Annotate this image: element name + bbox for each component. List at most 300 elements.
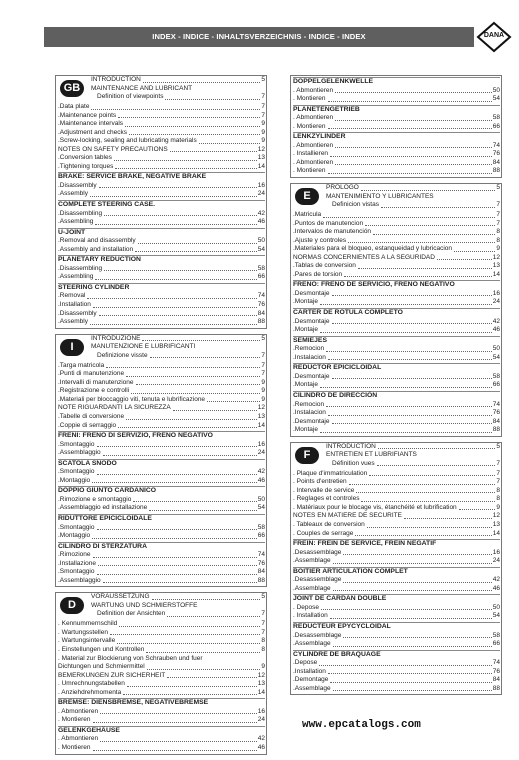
- index-entry: [91, 602, 265, 611]
- dot-leader: [349, 484, 496, 485]
- entry-title: .Disassembling: [58, 264, 103, 272]
- entry-page-number: 76: [492, 409, 500, 417]
- entry-page-number: 74: [492, 141, 500, 149]
- dot-leader: [381, 207, 495, 208]
- entry-title: .Smontaggio: [58, 523, 95, 531]
- dot-leader: [343, 554, 491, 555]
- dot-leader: [110, 634, 260, 635]
- entry-page-number: 24: [492, 557, 500, 565]
- index-header-bar: [44, 27, 474, 47]
- index-entry: [293, 290, 500, 299]
- dot-leader: [365, 225, 495, 226]
- dot-leader: [93, 750, 257, 751]
- dot-leader: [93, 307, 257, 308]
- entry-title: .Depose: [293, 659, 318, 667]
- index-left-column: [55, 75, 267, 760]
- index-entry: [58, 137, 265, 146]
- entry-page-number: 58: [257, 523, 265, 531]
- entry-page-number: 42: [257, 735, 265, 743]
- section-intro: [58, 593, 265, 619]
- index-entry: [58, 735, 265, 744]
- entry-page-number: 50: [257, 237, 265, 245]
- entry-page-number: 16: [257, 440, 265, 448]
- entry-page-number: 88: [492, 426, 500, 434]
- language-badge: I: [60, 339, 84, 356]
- entry-title: .Instalacion: [293, 409, 326, 417]
- dot-leader: [142, 340, 260, 341]
- dot-leader: [332, 295, 492, 296]
- chapter-heading: DOPPIO GIUNTO CARDANICO: [58, 486, 265, 496]
- dot-leader: [92, 538, 257, 539]
- entry-page-number: 7: [496, 211, 500, 219]
- dot-leader: [326, 406, 492, 407]
- entry-page-number: 12: [257, 671, 265, 679]
- entry-page-number: 58: [257, 264, 265, 272]
- dot-leader: [335, 92, 492, 93]
- entry-title: Definicion vistas: [332, 201, 379, 209]
- entry-page-number: 88: [257, 318, 265, 326]
- entry-title: INTRODUZIONE: [91, 334, 141, 342]
- dot-leader: [199, 143, 261, 144]
- language-section-gb: [55, 75, 267, 329]
- dot-leader: [369, 475, 495, 476]
- index-entry: [58, 265, 265, 274]
- chapter-heading: LENKZYLINDER: [293, 132, 500, 142]
- index-entry: [293, 676, 500, 685]
- entry-title: .Desassemblage: [293, 576, 342, 584]
- index-entry: [293, 487, 500, 496]
- dot-leader: [320, 432, 492, 433]
- dot-leader: [367, 527, 492, 528]
- entry-title: Definizione visste: [97, 351, 148, 359]
- dot-leader: [98, 565, 257, 566]
- dot-leader: [332, 378, 492, 379]
- index-entry: [58, 689, 265, 698]
- index-entry: [326, 201, 500, 210]
- entry-page-number: 7: [496, 201, 500, 209]
- entry-title: .Assemblaggio ed installazione: [58, 504, 148, 512]
- entry-page-number: 76: [257, 559, 265, 567]
- entry-page-number: 24: [257, 449, 265, 457]
- entry-page-number: 7: [261, 370, 265, 378]
- index-entry: [58, 646, 265, 655]
- dot-leader: [126, 419, 257, 420]
- entry-title: .Instalacion: [293, 353, 326, 361]
- entry-page-number: 7: [261, 111, 265, 119]
- index-entry: [293, 114, 500, 123]
- dana-logo: [477, 22, 511, 52]
- index-entry: [91, 335, 265, 344]
- entry-title: .Remocion: [293, 400, 325, 408]
- index-entry: [293, 167, 500, 176]
- entry-page-number: 7: [496, 469, 500, 477]
- entry-title: .Smontaggio: [58, 440, 95, 448]
- dot-leader: [90, 196, 257, 197]
- entry-page-number: 5: [261, 593, 265, 601]
- entry-title: .Data plate: [58, 103, 90, 110]
- dot-leader: [373, 234, 495, 235]
- entry-page-number: 16: [492, 289, 500, 297]
- index-entry: [58, 292, 265, 301]
- dana-logo-text: DANA: [483, 32, 505, 39]
- dot-leader: [328, 128, 492, 129]
- entry-title: .Disassembly: [58, 309, 97, 317]
- entry-title: . Couples de serrage: [293, 529, 354, 537]
- entry-title: . Abmontieren: [293, 158, 334, 166]
- index-entry: [58, 103, 265, 112]
- index-entry: [293, 659, 500, 668]
- chapter-heading: COMPLETE STEERING CASE.: [58, 200, 265, 210]
- chapter-heading: BRAKE: SERVICE BRAKE, NEGATIVE BRAKE: [58, 172, 265, 182]
- dot-leader: [97, 446, 257, 447]
- language-section-i: [55, 334, 267, 588]
- entry-page-number: 9: [261, 663, 265, 671]
- entry-title: WARTUNG UND SCHMIERSTOFFE: [91, 601, 198, 609]
- dot-leader: [328, 415, 492, 416]
- entry-title: .Montaggio: [58, 532, 91, 540]
- entry-title: .Ajuste y controles: [293, 236, 347, 244]
- index-entry: [293, 409, 500, 418]
- dot-leader: [104, 270, 257, 271]
- chapter-heading: CILINDRO DE DIRECCIÓN: [293, 391, 500, 401]
- entry-title: .Desmontaje: [293, 417, 330, 425]
- entry-page-number: 14: [492, 529, 500, 537]
- entry-title: . Anziehdrehmomenta: [58, 688, 122, 696]
- index-entry: [91, 593, 265, 602]
- entry-title: INTRODUCTION: [91, 76, 141, 83]
- index-entry: [58, 663, 265, 672]
- index-entry: [326, 193, 500, 202]
- index-entry: [58, 468, 265, 477]
- chapter-heading: SCATOLA SNODO: [58, 459, 265, 469]
- entry-page-number: 46: [257, 744, 265, 751]
- entry-page-number: 13: [492, 520, 500, 528]
- entry-page-number: 66: [492, 122, 500, 130]
- entry-title: . Tableaux de conversion: [293, 520, 365, 528]
- entry-title: PROLOGO: [326, 184, 359, 192]
- entry-title: .Removal and disassembly: [58, 237, 136, 245]
- index-entry: [293, 262, 500, 271]
- dot-leader: [115, 168, 256, 169]
- dot-leader: [333, 590, 492, 591]
- entry-page-number: 8: [261, 637, 265, 645]
- dot-leader: [93, 722, 257, 723]
- index-entry: [293, 150, 500, 159]
- entry-title: . Installation: [293, 612, 328, 620]
- dot-leader: [319, 665, 492, 666]
- index-entry: [293, 612, 500, 621]
- entry-title: .Punti di manutenzione: [58, 370, 125, 378]
- index-entry: [58, 524, 265, 533]
- dot-leader: [330, 682, 491, 683]
- index-entry: [58, 413, 265, 422]
- entry-page-number: 9: [496, 503, 500, 511]
- entry-page-number: 9: [261, 137, 265, 145]
- index-entry: [293, 123, 500, 132]
- entry-title: NORMAS CONCERNIENTES A LA SEGURIDAD: [293, 253, 435, 261]
- index-entry: [58, 551, 265, 560]
- entry-title: .Assembly: [58, 318, 88, 326]
- dot-leader: [344, 276, 492, 277]
- index-entry: [58, 163, 265, 172]
- index-entry: [58, 404, 265, 413]
- entry-title: .Tablas de conversion: [293, 262, 356, 270]
- index-entry: [58, 387, 265, 396]
- index-entry: [58, 680, 265, 689]
- entry-page-number: 13: [257, 680, 265, 688]
- entry-title: .Intervalos de manutención: [293, 228, 372, 236]
- entry-title: .Matricula: [293, 211, 322, 219]
- dot-leader: [129, 134, 260, 135]
- chapter-heading: CILINDRO DI STERZATURA: [58, 542, 265, 552]
- entry-page-number: 16: [257, 707, 265, 715]
- index-entry: [58, 154, 265, 163]
- index-entry: [58, 477, 265, 486]
- entry-page-number: 54: [257, 504, 265, 512]
- entry-title: .Montaje: [293, 426, 318, 434]
- entry-page-number: 50: [492, 86, 500, 94]
- language-section-f: [290, 442, 502, 696]
- index-entry: [326, 451, 500, 460]
- dot-leader: [99, 315, 257, 316]
- index-entry: [58, 362, 265, 371]
- chapter-heading: CYLINDRE DE BRAQUAGE: [293, 650, 500, 660]
- index-entry: [91, 343, 265, 352]
- chapter-heading: PLANETARY REDUCTION: [58, 255, 265, 265]
- index-right-column: [290, 75, 502, 700]
- dot-leader: [123, 694, 257, 695]
- dot-leader: [149, 510, 257, 511]
- index-entry: [293, 401, 500, 410]
- entry-page-number: 84: [492, 417, 500, 425]
- index-entry: [58, 504, 265, 513]
- entry-page-number: 7: [261, 610, 265, 618]
- index-entry: [58, 379, 265, 388]
- index-entry: [58, 301, 265, 310]
- index-entry: [91, 85, 265, 94]
- entry-page-number: 12: [257, 404, 265, 412]
- index-entry: [293, 495, 500, 504]
- entry-page-number: 5: [261, 334, 265, 342]
- dot-leader: [92, 482, 257, 483]
- dot-leader: [135, 251, 257, 252]
- entry-page-number: 58: [492, 372, 500, 380]
- index-entry: [58, 318, 265, 327]
- index-entry: [58, 237, 265, 246]
- entry-page-number: 54: [257, 245, 265, 253]
- entry-title: Definition der Ansichten: [97, 610, 166, 618]
- dot-leader: [97, 574, 257, 575]
- chapter-heading: PLANETENGETRIEB: [293, 105, 500, 115]
- entry-page-number: 84: [257, 568, 265, 576]
- entry-page-number: 13: [492, 262, 500, 270]
- entry-page-number: 9: [261, 120, 265, 128]
- entry-title: .Intervalli di manutenzione: [58, 378, 134, 386]
- index-entry: [293, 237, 500, 246]
- index-entry: [293, 373, 500, 382]
- entry-page-number: 58: [492, 114, 500, 122]
- entry-title: . Intervalle de service: [293, 486, 355, 494]
- entry-title: . Montieren: [293, 167, 326, 175]
- entry-title: .Demontage: [293, 676, 329, 684]
- entry-title: . Umrechnungstabellen: [58, 680, 125, 688]
- index-entry: [58, 396, 265, 405]
- index-entry: [293, 318, 500, 327]
- footer-url: www.epcatalogs.com: [302, 719, 421, 731]
- entry-page-number: 5: [261, 76, 265, 83]
- dot-leader: [118, 427, 257, 428]
- language-section-d-cont: [290, 75, 502, 178]
- dot-leader: [152, 599, 261, 600]
- entry-title: NOTE RIGUARDANTI LA SICUREZZA: [58, 404, 171, 412]
- index-entry: [293, 245, 500, 254]
- index-entry: [91, 352, 265, 361]
- index-entry: [58, 273, 265, 282]
- dot-leader: [97, 474, 257, 475]
- dot-leader: [207, 401, 260, 402]
- entry-title: .Smontaggio: [58, 468, 95, 476]
- entry-page-number: 24: [492, 298, 500, 306]
- entry-page-number: 13: [257, 412, 265, 420]
- entry-title: .Desassemblage: [293, 631, 342, 639]
- entry-page-number: 7: [496, 459, 500, 467]
- entry-title: . Plaque d'immatriculation: [293, 469, 368, 477]
- dot-leader: [133, 501, 256, 502]
- index-entry: [293, 685, 500, 694]
- entry-title: MANUTENZIONE E LUBRIFICANTI: [91, 343, 196, 351]
- entry-page-number: 50: [492, 345, 500, 353]
- index-entry: [58, 568, 265, 577]
- dot-leader: [125, 126, 260, 127]
- index-entry: [58, 560, 265, 569]
- entry-title: .Maintenance intervals: [58, 120, 124, 128]
- entry-title: . Wartungsintervalle: [58, 637, 116, 645]
- index-entry: [293, 87, 500, 96]
- dot-leader: [167, 616, 260, 617]
- chapter-heading: STEERING CYLINDER: [58, 283, 265, 293]
- language-section-d: [55, 592, 267, 754]
- chapter-heading: GELENKGEHÄUSE: [58, 726, 265, 736]
- chapter-heading: FREIN: FREIN DE SERVICE, FREIN NEGATIF: [293, 539, 500, 549]
- entry-title: .Desmontaje: [293, 372, 330, 380]
- dot-leader: [348, 242, 495, 243]
- entry-page-number: 8: [496, 228, 500, 236]
- entry-title: .Tightening torques: [58, 162, 114, 170]
- chapter-heading: RIDUTTORE EPICICLOIDALE: [58, 514, 265, 524]
- dot-leader: [321, 609, 492, 610]
- entry-page-number: 42: [492, 576, 500, 584]
- entry-page-number: 54: [492, 353, 500, 361]
- entry-page-number: 88: [492, 167, 500, 175]
- entry-page-number: 42: [257, 468, 265, 476]
- entry-title: .Assemblage: [293, 684, 331, 692]
- entry-title: .Smontaggio: [58, 568, 95, 576]
- index-entry: [293, 271, 500, 280]
- entry-title: .Puntos de manutencion: [293, 219, 364, 227]
- entry-title: . Montieren: [293, 122, 326, 130]
- index-entry: [293, 345, 500, 354]
- dot-leader: [114, 160, 257, 161]
- entry-page-number: 7: [261, 351, 265, 359]
- index-entry: [58, 629, 265, 638]
- dot-leader: [323, 217, 495, 218]
- dot-leader: [97, 529, 257, 530]
- dot-leader: [437, 259, 492, 260]
- entry-page-number: 66: [492, 640, 500, 648]
- index-entry: [293, 640, 500, 649]
- dot-leader: [358, 268, 492, 269]
- entry-title: .Assemblage: [293, 557, 331, 565]
- index-entry: [293, 426, 500, 435]
- entry-title: .Assemblaggio: [58, 576, 101, 584]
- entry-page-number: 88: [257, 576, 265, 584]
- index-entry: [58, 112, 265, 121]
- entry-title: .Tabelle di conversione: [58, 412, 125, 420]
- dot-leader: [335, 164, 492, 165]
- dot-leader: [99, 187, 257, 188]
- entry-page-number: 5: [496, 184, 500, 192]
- dot-leader: [328, 173, 492, 174]
- entry-title: MAINTENANCE AND LUBRICANT: [91, 84, 193, 92]
- chapter-heading: CARTER DE ROTULA COMPLETO: [293, 308, 500, 318]
- dot-leader: [333, 646, 492, 647]
- index-entry: [58, 577, 265, 586]
- entry-title: . Abmontieren: [293, 86, 334, 94]
- entry-page-number: 54: [492, 612, 500, 620]
- entry-title: .Assembly and installation: [58, 245, 134, 253]
- dot-leader: [333, 563, 492, 564]
- entry-title: . Matériaux pour le blocage vis, étanchéité et lubrification: [293, 503, 457, 511]
- dot-leader: [95, 224, 256, 225]
- entry-title: . Reglages et controles: [293, 495, 360, 503]
- index-entry: [293, 668, 500, 677]
- index-entry: [293, 211, 500, 220]
- entry-page-number: 7: [261, 361, 265, 369]
- chapter-heading: SEMIEJES: [293, 336, 500, 346]
- entry-page-number: 16: [492, 548, 500, 556]
- entry-page-number: 46: [492, 584, 500, 592]
- entry-title: .Materiales para el bloqueo, estanqueidad y lubricacion: [293, 245, 452, 253]
- entry-page-number: 84: [257, 309, 265, 317]
- index-entry: [58, 129, 265, 138]
- entry-page-number: 54: [492, 95, 500, 103]
- entry-page-number: 58: [492, 631, 500, 639]
- entry-title: .Installazione: [58, 559, 96, 567]
- entry-title: .Coppie di serraggio: [58, 421, 117, 429]
- dot-leader: [100, 713, 257, 714]
- chapter-heading: JOINT DE CARDAN DOUBLE: [293, 594, 500, 604]
- entry-title: . Material zur Blockierung von Schrauben und fuer: [58, 654, 203, 662]
- entry-page-number: 7: [261, 628, 265, 636]
- chapter-heading: REDUCTEUR EPYCYCLOIDAL: [293, 622, 500, 632]
- dot-leader: [143, 82, 261, 83]
- entry-page-number: 42: [492, 317, 500, 325]
- index-entry: [58, 441, 265, 450]
- dot-leader: [167, 677, 257, 678]
- dot-leader: [103, 455, 257, 456]
- entry-page-number: 84: [492, 158, 500, 166]
- index-entry: [293, 254, 500, 263]
- index-entry: [293, 142, 500, 151]
- dot-leader: [330, 156, 492, 157]
- index-entry: [58, 716, 265, 725]
- entry-page-number: 24: [257, 716, 265, 724]
- entry-page-number: 42: [257, 209, 265, 217]
- index-entry: [293, 470, 500, 479]
- dot-leader: [326, 351, 492, 352]
- index-entry: [293, 228, 500, 237]
- language-badge: F: [295, 447, 319, 464]
